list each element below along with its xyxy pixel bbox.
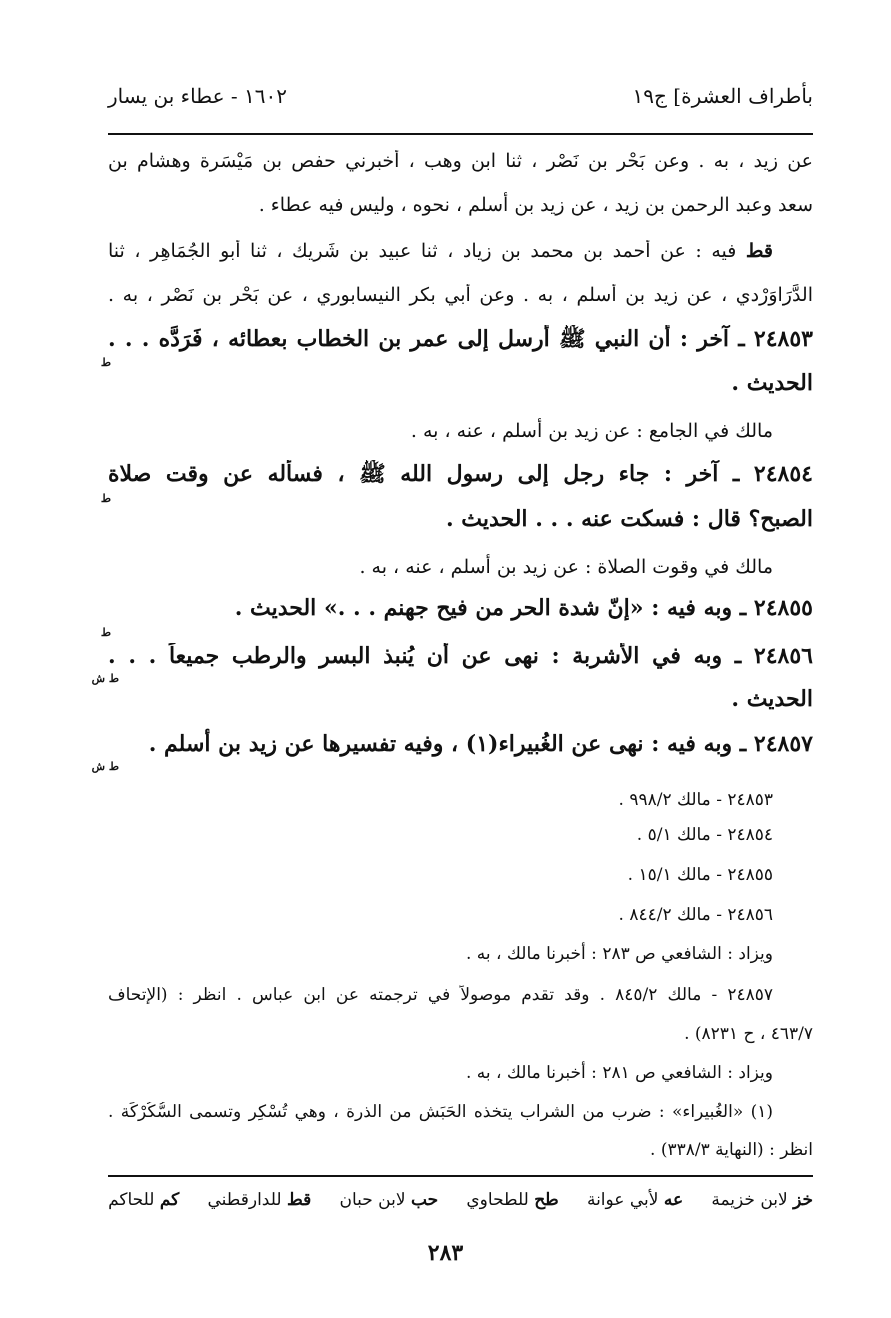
body-line: عن زيد ، به . وعن بَحْر بن نَصْر ، ثنا ابن وهب ، أخبرني حفص بن مَيْسَرة وهشام بن	[108, 150, 813, 172]
sign-mark: ط ش	[91, 760, 119, 773]
hadith-source-24853: مالك في الجامع : عن زيد بن أسلم ، عنه ، به .	[410, 420, 773, 442]
abbreviation-item	[711, 1190, 813, 1210]
abbreviation-item	[108, 1190, 179, 1210]
abbreviation-name: للدارقطني	[207, 1190, 282, 1210]
footer-rule	[108, 1175, 813, 1177]
note-line: ٢٤٨٥٦ - مالك ٨٤٤/٢ .	[618, 905, 773, 925]
body-line: سعد وعبد الرحمن بن زيد ، عن زيد بن أسلم ، نحوه ، وليس فيه عطاء .	[258, 194, 813, 216]
sign-mark: ط	[100, 492, 111, 505]
abbreviation-name: لابن حبان	[339, 1190, 406, 1210]
abbreviation-code: قط	[286, 1190, 312, 1210]
body-text: فيه : عن أحمد بن محمد بن زياد ، ثنا عبيد بن شَرِيك ، ثنا أبو الجُمَاهِر ، ثنا	[108, 240, 746, 262]
hadith-heading-24853: ٢٤٨٥٣ ـ آخر : أن النبي ﷺ أرسل إلى عمر بن الخطاب بعطائه ، فَرَدَّه . . .	[108, 326, 813, 352]
hadith-heading-24857: ٢٤٨٥٧ ـ وبه فيه : نهى عن الغُبيراء(١) ، وفيه تفسيرها عن زيد بن أسلم .	[148, 731, 813, 757]
abbreviation-code: حب	[410, 1190, 439, 1210]
note-line: ٢٤٨٥٣ - مالك ٩٩٨/٢ .	[618, 790, 773, 810]
hadith-heading-24855: ٢٤٨٥٥ ـ وبه فيه : «إنّ شدة الحر من فيح جهنم . . .» الحديث .	[234, 595, 813, 621]
note-line: ويزاد : الشافعي ص ٢٨١ : أخبرنا مالك ، به .	[465, 1063, 773, 1083]
abbreviation-name: لأبي عوانة	[586, 1190, 659, 1210]
abbreviation-code: كم	[159, 1190, 180, 1210]
sign-mark: ط	[100, 626, 111, 639]
abbreviation-code: طح	[534, 1190, 559, 1210]
abbreviation-name: لابن خزيمة	[711, 1190, 788, 1210]
footnote-line: انظر : (النهاية ٣٣٨/٣) .	[650, 1140, 813, 1160]
header-rule	[108, 133, 813, 135]
note-line: ٢٤٨٥٥ - مالك ١٥/١ .	[627, 865, 773, 885]
abbreviation-item	[587, 1190, 683, 1210]
body-line	[108, 240, 773, 262]
hadith-heading-24853-cont: الحديث .	[731, 370, 813, 396]
hadith-heading-24854-cont: الصبح؟ قال : فسكت عنه . . . الحديث .	[445, 506, 813, 532]
footnote-line: (١) «الغُبيراء» : ضرب من الشراب يتخذه الحَبَش من الذرة ، وهي تُسْكِر وتسمى السُّكُرْكَة .	[108, 1102, 773, 1122]
abbreviation-name: للحاكم	[108, 1190, 155, 1210]
page-number: ٢٨٣	[427, 1240, 464, 1266]
abbreviation-item	[466, 1190, 558, 1210]
abbreviation-code: خز	[793, 1190, 813, 1210]
hadith-heading-24854: ٢٤٨٥٤ ـ آخر : جاء رجل إلى رسول الله ﷺ ، فسأله عن وقت صلاة	[108, 461, 813, 487]
abbreviation-item	[208, 1190, 312, 1210]
abbreviation-code: عه	[663, 1190, 684, 1210]
sign-mark: ط ش	[91, 672, 119, 685]
hadith-source-24854: مالك في وقوت الصلاة : عن زيد بن أسلم ، عنه ، به .	[359, 556, 773, 578]
abbreviation-name: للطحاوي	[466, 1190, 529, 1210]
note-line: ٢٤٨٥٤ - مالك ٥/١ .	[636, 825, 773, 845]
body-line: الدَّرَاوَرْدي ، عن زيد بن أسلم ، به . وعن أبي بكر النيسابوري ، عن بَحْر بن نَصْر ، به .	[108, 284, 813, 306]
note-line: ويزاد : الشافعي ص ٢٨٣ : أخبرنا مالك ، به .	[465, 944, 773, 964]
hadith-heading-24856-cont: الحديث .	[731, 686, 813, 712]
abbreviation-item	[339, 1190, 438, 1210]
hadith-heading-24856: ٢٤٨٥٦ ـ وبه في الأشربة : نهى عن أن يُنبذ البسر والرطب جميعاً . . .	[108, 643, 813, 669]
note-line: ٢٤٨٥٧ - مالك ٨٤٥/٢ . وقد تقدم موصولاً في ترجمته عن ابن عباس . انظر : (الإتحاف	[108, 985, 773, 1005]
source-abbr: قط	[745, 240, 773, 262]
running-header-section: ١٦٠٢ - عطاء بن يسار	[108, 84, 287, 108]
abbreviation-key	[108, 1190, 813, 1210]
running-header-book: بأطراف العشرة] ج١٩	[632, 84, 813, 108]
note-line: ٤٦٣/٧ ، ح ٨٢٣١) .	[684, 1024, 813, 1044]
sign-mark: ط	[100, 356, 111, 369]
